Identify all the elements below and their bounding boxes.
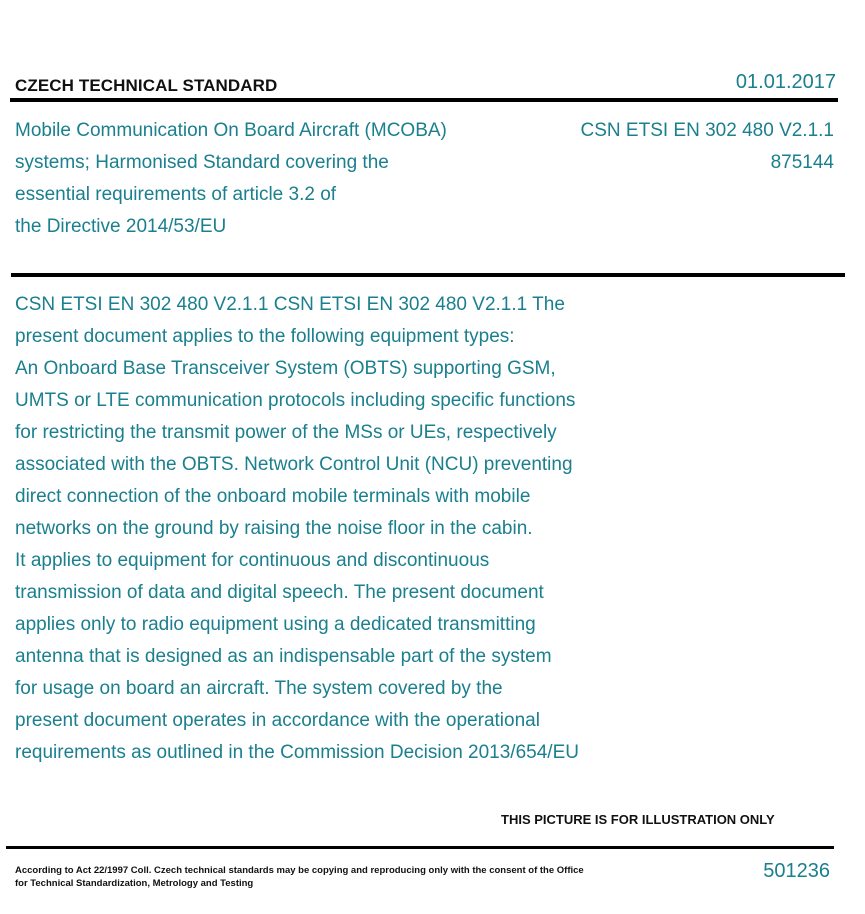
standard-title bbox=[15, 115, 535, 243]
title-divider bbox=[11, 273, 845, 277]
publication-date: 01.01.2017 bbox=[735, 71, 836, 93]
header-divider bbox=[10, 98, 838, 102]
catalog-number: 875144 bbox=[770, 152, 834, 173]
title-line: Mobile Communication On Board Aircraft (MCOBA) bbox=[15, 120, 447, 141]
standard-codes bbox=[581, 115, 834, 179]
title-line: the Directive 2014/53/EU bbox=[15, 216, 227, 237]
illustration-notice: THIS PICTURE IS FOR ILLUSTRATION ONLY bbox=[501, 812, 775, 827]
scope-text: CSN ETSI EN 302 480 V2.1.1 CSN ETSI EN 302 480 V2.1.1 The present document applies to the following equipment types: An Onboard Base Transceiver System (OBTS) supporting GSM, UMTS or LTE communication protocols including specific functions for restricting the transmit power of the MSs or UEs, respectively associated with the OBTS. Network Control Unit (NCU) preventing direct connection of the onboard mobile terminals with mobile networks on the ground by raising the noise floor in the cabin. It applies to equipment for continuous and discontinuous transmission of data and digital speech. The present document applies only to radio equipment using a dedicated transmitting antenna that is designed as an indispensable part of the system for usage on board an aircraft. The system covered by the present document operates in accordance with the operational requirements as outlined in the Commission Decision 2013/654/EU bbox=[15, 294, 579, 763]
title-line: systems; Harmonised Standard covering the bbox=[15, 152, 389, 173]
document-number: 501236 bbox=[763, 860, 830, 882]
footer-divider bbox=[6, 846, 834, 849]
standard-designation: CSN ETSI EN 302 480 V2.1.1 bbox=[580, 120, 834, 141]
copyright-note-line: for Technical Standardization, Metrology and Testing bbox=[15, 877, 254, 889]
copyright-note bbox=[15, 865, 585, 890]
standard-type-label: CZECH TECHNICAL STANDARD bbox=[15, 76, 278, 95]
copyright-note-line: According to Act 22/1997 Coll. Czech technical standards may be copying and reproducing only with the consent of the Office bbox=[15, 865, 584, 876]
title-line: essential requirements of article 3.2 of bbox=[15, 184, 337, 205]
